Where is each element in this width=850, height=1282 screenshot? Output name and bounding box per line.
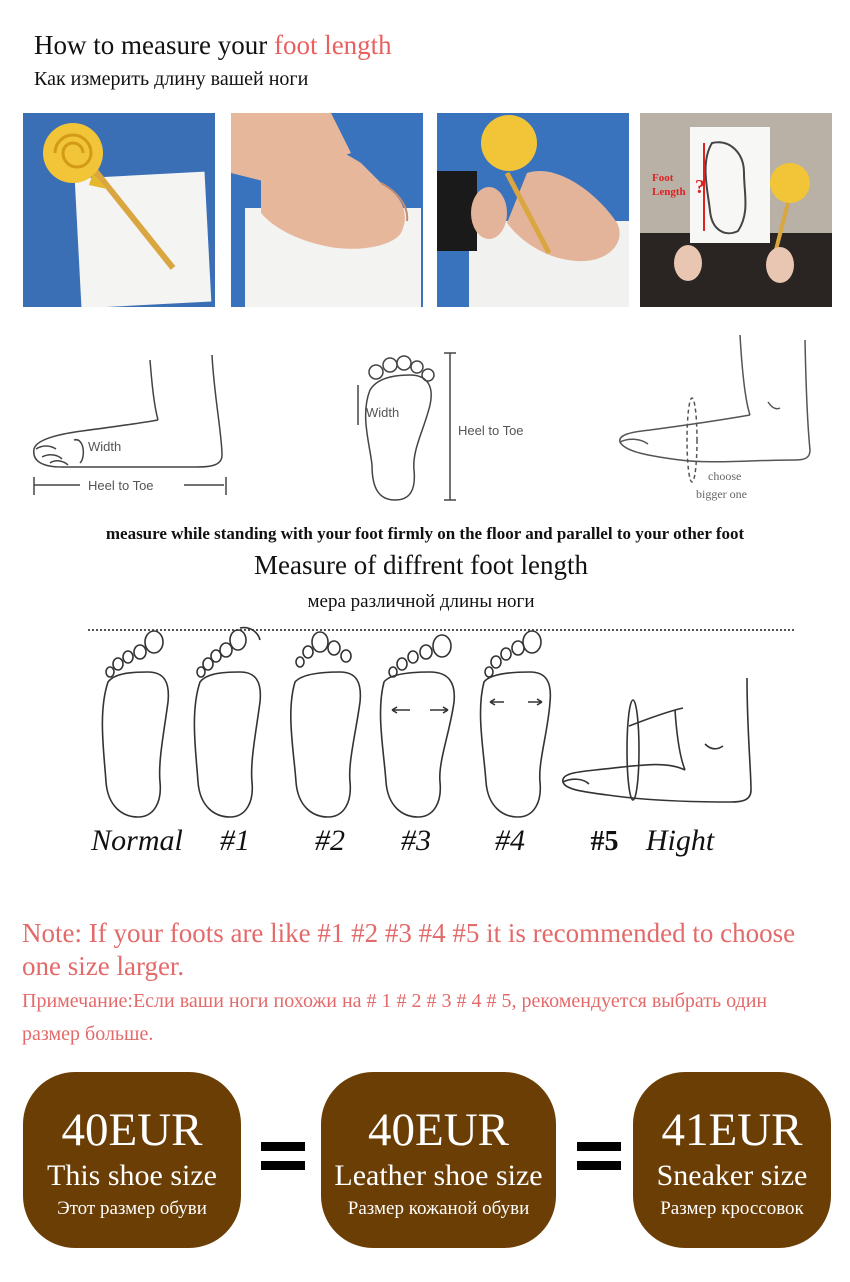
photo-pen-on-paper — [23, 113, 215, 307]
photo-tracing-foot — [437, 113, 629, 307]
title-accent: foot length — [273, 30, 392, 60]
title-prefix: How to measure your — [34, 30, 268, 60]
foot-3-drawing — [370, 622, 470, 822]
foot-label-4: #4 — [495, 824, 525, 857]
size-badge-eur: 40EUR — [61, 1104, 203, 1156]
top-width-label: Width — [366, 405, 400, 420]
side-heel-to-toe-label: Heel to Toe — [88, 478, 154, 493]
size-badge-leather-shoe — [321, 1072, 556, 1248]
photo-foot-length-drawing — [640, 113, 832, 307]
size-badge-eur: 40EUR — [368, 1104, 509, 1156]
foot-label-1: #1 — [220, 824, 250, 857]
foot-label-5: #5 — [590, 826, 619, 857]
diagram-side-foot-image — [22, 345, 242, 505]
foot-outline-1 — [180, 622, 280, 822]
size-badge-this-shoe — [23, 1072, 241, 1248]
foot-5-drawing — [555, 650, 755, 820]
foot-outline-5-high-arch — [555, 650, 755, 820]
photo-pen-on-paper-image — [23, 113, 215, 307]
diagram-side-foot — [22, 345, 242, 505]
diagram-top-foot-image — [350, 345, 550, 505]
size-badge-eur: 41EUR — [661, 1104, 803, 1156]
arch-label-line2: bigger one — [696, 487, 747, 501]
photo-foot-on-paper-image — [231, 113, 423, 307]
size-badge-label-ru: Размер кожаной обуви — [347, 1198, 530, 1219]
photo-foot-on-paper — [231, 113, 423, 307]
diagram-foot-girth-image — [600, 330, 815, 510]
foot-label-2: #2 — [315, 824, 345, 857]
note-russian: Примечание:Если ваши ноги похожи на # 1 # 2 # 3 # 4 # 5, рекомендуется выбрать один размер больше. — [22, 990, 768, 1045]
foot-label-3: #3 — [401, 824, 431, 857]
size-badge-label-ru: Этот размер обуви — [57, 1198, 207, 1219]
foot-outline-2 — [280, 622, 380, 822]
equals-sign-icon — [577, 1138, 621, 1174]
page-subtitle-ru: Как измерить длину вашей ноги — [34, 68, 309, 90]
side-width-label: Width — [88, 439, 122, 454]
photo-foot-length-drawing-image — [640, 113, 832, 307]
foot-normal-drawing — [88, 622, 188, 822]
foot-outline-3 — [370, 622, 470, 822]
size-badge-label-ru: Размер кроссовок — [660, 1198, 804, 1219]
foot-2-drawing — [280, 622, 380, 822]
note-english: Note: If your foots are like #1 #2 #3 #4 #5 it is recommended to choose one size larger. — [22, 918, 796, 981]
size-badge-label: Sneaker size — [656, 1159, 808, 1192]
photo-tracing-foot-image — [437, 113, 629, 307]
section-title-ru: мера различной длины ноги — [307, 591, 535, 612]
arch-label-line1: choose — [708, 469, 742, 483]
foot-1-drawing — [180, 622, 280, 822]
diagram-foot-girth — [600, 330, 815, 510]
page-title — [34, 30, 392, 61]
foot-outline-normal — [88, 622, 188, 822]
foot-label-high: Hight — [645, 824, 715, 857]
diagram-top-foot — [350, 345, 550, 505]
size-badge-label: Leather shoe size — [334, 1159, 543, 1192]
size-badge-sneaker — [633, 1072, 831, 1248]
size-badge-label: This shoe size — [47, 1159, 217, 1192]
svg-text:?: ? — [695, 176, 705, 198]
foot-length-photo-label: Foot Length — [652, 172, 686, 198]
section-title: Measure of diffrent foot length — [254, 550, 588, 580]
equals-sign-icon — [261, 1138, 305, 1174]
top-heel-to-toe-label: Heel to Toe — [458, 423, 524, 438]
foot-label-normal: Normal — [91, 824, 183, 857]
measure-instruction: measure while standing with your foot firmly on the floor and parallel to your other foot — [105, 524, 745, 543]
